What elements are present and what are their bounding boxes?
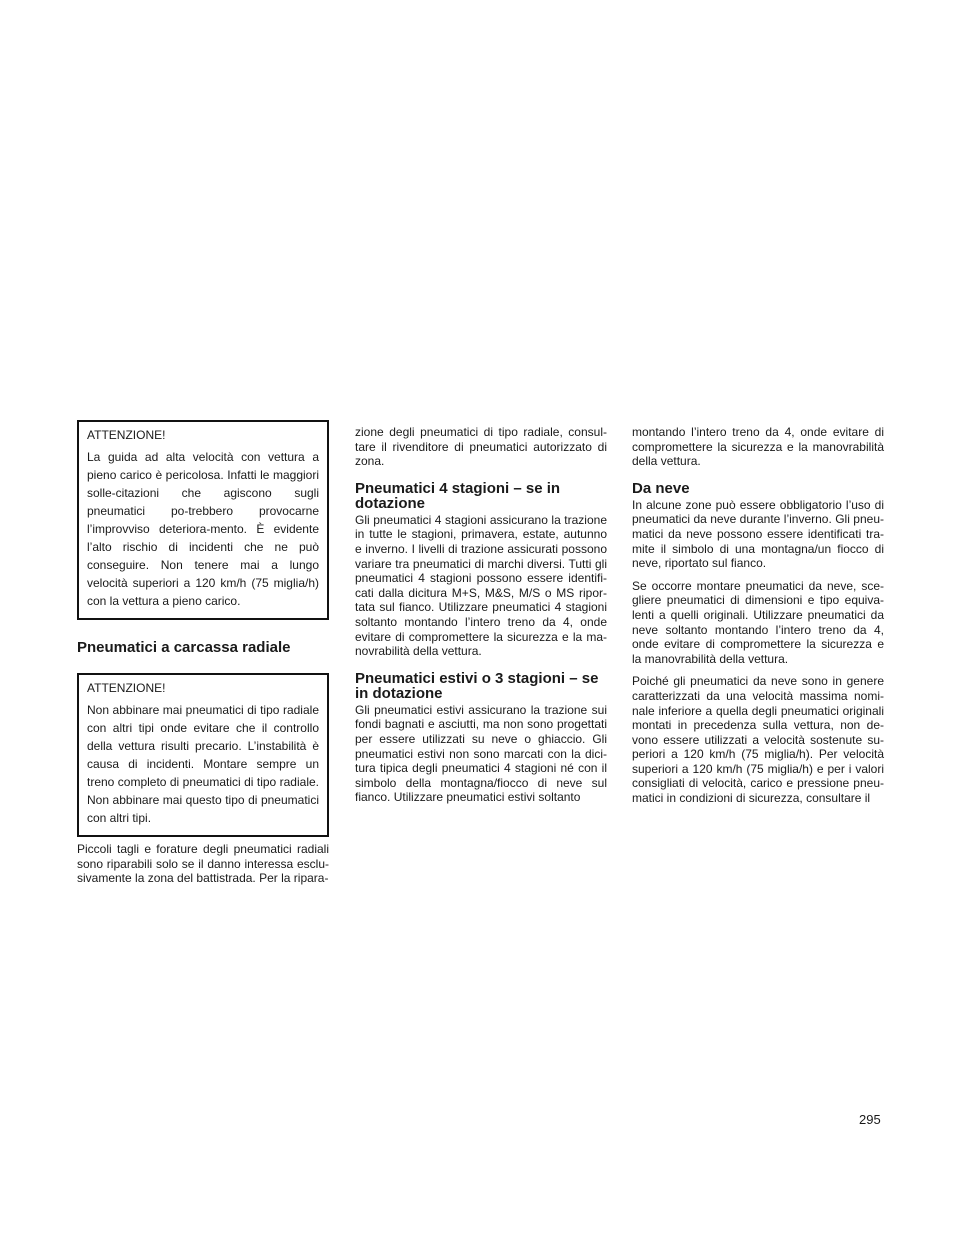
warning-text: La guida ad alta velocità con vettura a pieno carico è pericolosa. Infatti le maggiori solle-citazioni che agiscono sugli pneumatici po-trebbero provocarne l’improvviso deteriora-mento. È evidente l’alto rischio di incidenti che ne può conseguire. Non tenere mai a lungo velocità superiori a 120 km/h (75 miglia/h) con la vettura a pieno carico. <box>87 450 319 608</box>
column-middle <box>355 425 607 805</box>
paragraph-all-season: Gli pneumatici 4 stagioni assicurano la trazione in tutte le stagioni, primavera, estate, autunno e inverno. I livelli di trazione assicurati possono variare tra pneumatici di marchi diversi. Tutti gli pneumatici 4 stagioni possono essere identifi-cati dalla dicitura M+S, M&S, M/S o MS ripor-tata sul fianco. Utilizzare pneumatici 4 stagioni soltanto montando l’intero treno da 4, onde evitare di compromettere la sicurezza e la ma-novrabilità della vettura. <box>355 512 607 659</box>
subsection-title-snow: Da neve <box>632 479 690 497</box>
section-title-radial: Pneumatici a carcassa radiale <box>77 639 291 656</box>
paragraph-repair-cont: zione degli pneumatici di tipo radiale, consul-tare il rivenditore di pneumatici autorizzato di zona. <box>355 425 607 469</box>
paragraph-summer: Gli pneumatici estivi assicurano la trazione sui fondi bagnati e asciutti, ma non sono progettati per essere utilizzati su neve o ghiaccio. Gli pneumatici estivi non sono marcati con la dici-tura tipica degli pneumatici 4 stagioni né con il simbolo della montagna/fiocco di neve sul fianco. Utilizzare pneumatici estivi soltanto <box>355 702 607 805</box>
warning-text: Non abbinare mai pneumatici di tipo radiale con altri tipi onde evitare che il controllo della vettura risulti precario. L’instabilità è causa di incidenti. Montare sempre un treno completo di pneumatici di tipo radiale. Non abbinare mai questo tipo di pneumatici con altri tipi. <box>87 703 319 825</box>
subsection-title-all-season: Pneumatici 4 stagioni – se in dotazione <box>355 479 561 512</box>
paragraph-repair: Piccoli tagli e forature degli pneumatici radiali sono riparabili solo se il danno interessa esclu-sivamente la zona del battistrada. Per la ripara- <box>77 842 329 886</box>
warning-box-high-speed <box>77 420 329 620</box>
subsection-title-summer: Pneumatici estivi o 3 stagioni – se in dotazione <box>355 669 599 702</box>
paragraph-snow-3: Poiché gli pneumatici da neve sono in genere caratterizzati da una velocità massima nomi-nale inferiore a quella degli pneumatici originali montati in precedenza sulla vettura, non de-vono essere utilizzati a velocità sostenute su-periori a 120 km/h (75 miglia/h). Per velocità superiori a 120 km/h (75 miglia/h) e per i valori consigliati di velocità, carico e pressione pneu-matici in condizioni di sicurezza, consultare il <box>632 674 884 806</box>
page-number: 295 <box>859 1112 881 1127</box>
paragraph-summer-cont: montando l’intero treno da 4, onde evitare di compromettere la sicurezza e la manovrabilità della vettura. <box>632 425 884 469</box>
paragraph-snow-1: In alcune zone può essere obbligatorio l’uso di pneumatici da neve durante l’inverno. Gli pneu-matici da neve possono essere identificati tra-mite il simbolo di una montagna/un fiocco di neve, riportato sul fianco. <box>632 497 884 571</box>
warning-title: ATTENZIONE! <box>87 681 166 695</box>
warning-box-radial <box>77 673 329 837</box>
column-right <box>632 425 884 806</box>
paragraph-snow-2: Se occorre montare pneumatici da neve, sce-gliere pneumatici di dimensioni e tipo equiva-lenti a quelli originali. Utilizzare pneumatici da neve soltanto montando l’intero treno da 4, onde evitare di compromettere la sicurezza e la manovrabilità della vettura. <box>632 578 884 666</box>
column-left <box>77 420 329 886</box>
warning-title: ATTENZIONE! <box>87 428 166 442</box>
